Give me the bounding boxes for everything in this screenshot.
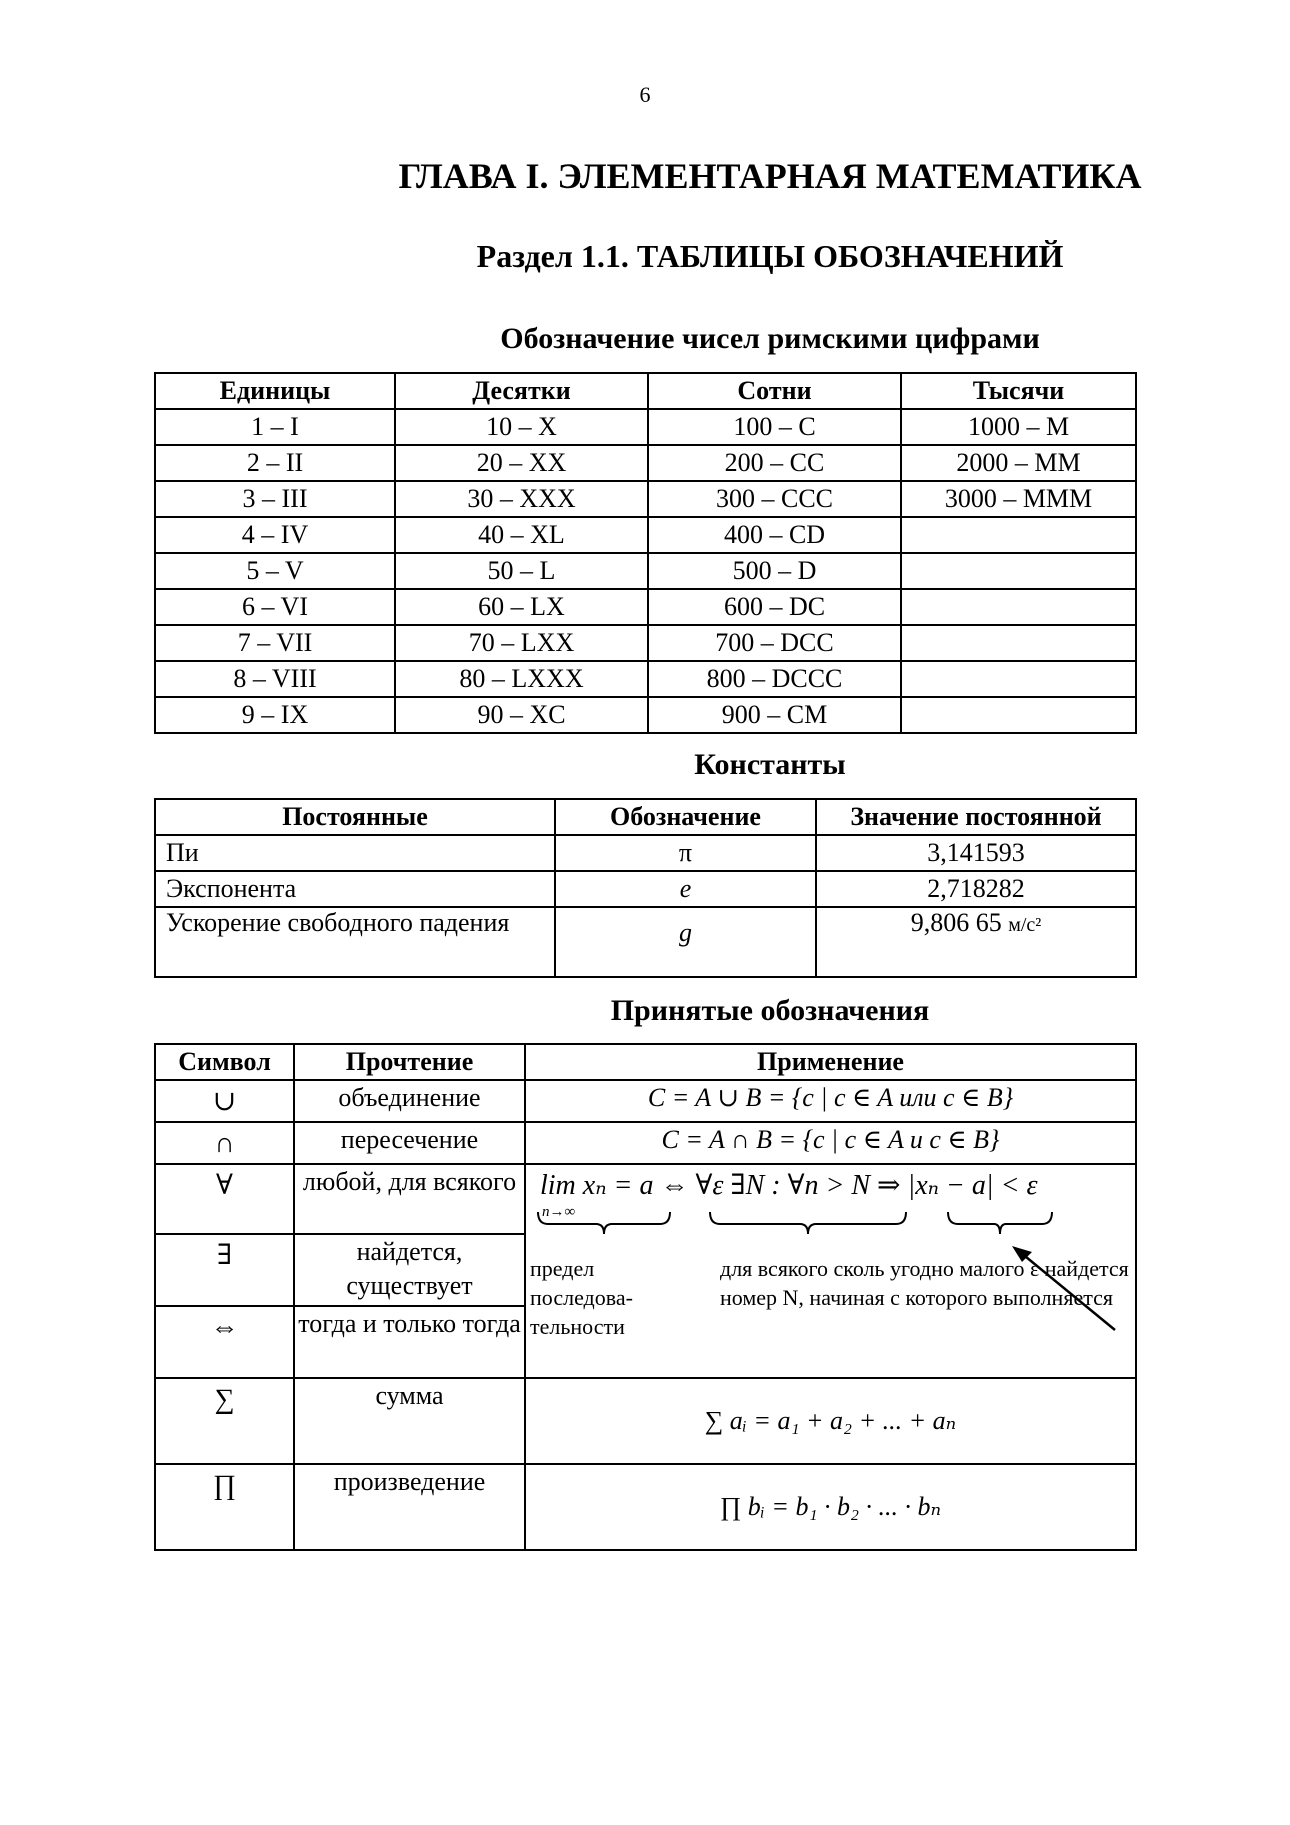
roman-cell: 200 – CC	[648, 445, 901, 481]
roman-cell: 1 – I	[155, 409, 395, 445]
notation-symbol: ⇔	[155, 1306, 294, 1378]
roman-row	[155, 625, 1136, 661]
roman-cell: 90 – XC	[395, 697, 648, 733]
roman-cell: 100 – C	[648, 409, 901, 445]
constant-symbol: g	[555, 907, 816, 977]
note-left: предел последова-тельности	[530, 1256, 633, 1339]
roman-cell: 40 – XL	[395, 517, 648, 553]
roman-cell: 20 – XX	[395, 445, 648, 481]
constant-value: 9,806 65	[910, 908, 1002, 937]
roman-row	[155, 697, 1136, 733]
constants-table	[154, 798, 1137, 978]
constants-header: Значение постоянной	[816, 799, 1136, 835]
roman-cell: 5 – V	[155, 553, 395, 589]
roman-cell: 50 – L	[395, 553, 648, 589]
roman-cell: 3000 – MMM	[901, 481, 1136, 517]
notation-symbol: ∏	[155, 1464, 294, 1550]
roman-header: Сотни	[648, 373, 901, 409]
notation-symbol: ∃	[155, 1234, 294, 1306]
constant-value: 2,718282	[816, 871, 1136, 907]
notation-reading: любой, для всякого	[294, 1164, 525, 1234]
roman-cell: 70 – LXX	[395, 625, 648, 661]
note-right: для всякого сколь угодно малого ε найдется номер N, начиная с которого выполняется	[720, 1256, 1129, 1310]
roman-cell: 30 – XXX	[395, 481, 648, 517]
notation-symbol: ∀	[155, 1164, 294, 1234]
notation-symbol: ∩	[155, 1122, 294, 1164]
roman-cell: 3 – III	[155, 481, 395, 517]
notation-header: Прочтение	[294, 1044, 525, 1080]
limit-definition-overlay	[520, 1160, 1137, 1380]
notation-reading: пересечение	[294, 1122, 525, 1164]
sum-formula: ∑ aᵢ = a₁ + a₂ + ... + aₙ	[704, 1406, 957, 1435]
constant-value: 3,141593	[816, 835, 1136, 871]
roman-cell	[901, 625, 1136, 661]
constant-symbol: e	[555, 871, 816, 907]
roman-row	[155, 445, 1136, 481]
page-number: 6	[639, 82, 651, 107]
section-title: Раздел 1.1. ТАБЛИЦЫ ОБОЗНАЧЕНИЙ	[476, 238, 1064, 274]
roman-cell: 9 – IX	[155, 697, 395, 733]
notation-reading: объединение	[294, 1080, 525, 1122]
roman-cell	[901, 661, 1136, 697]
constants-header: Обозначение	[555, 799, 816, 835]
roman-cell: 700 – DCC	[648, 625, 901, 661]
roman-cell: 500 – D	[648, 553, 901, 589]
roman-cell	[901, 589, 1136, 625]
roman-cell: 900 – CM	[648, 697, 901, 733]
roman-cell: 10 – X	[395, 409, 648, 445]
roman-cell: 300 – CCC	[648, 481, 901, 517]
sum-usage-cell	[525, 1378, 1136, 1464]
notation-reading: тогда и только тогда	[294, 1306, 525, 1378]
notation-symbol: ∪	[155, 1080, 294, 1122]
product-formula: ∏ bᵢ = b₁ · b₂ · ... · bₙ	[719, 1492, 942, 1521]
limit-formula: lim xₙ = a ⇔ ∀ε ∃N : ∀n > N ⇒ |xₙ − a| < ε	[540, 1170, 1038, 1201]
roman-cell: 60 – LX	[395, 589, 648, 625]
constant-unit: м/с²	[1008, 914, 1042, 936]
notation-usage: C = A ∩ B = {c | c ∈ A и c ∈ B}	[525, 1122, 1136, 1164]
limit-subscript: n→∞	[542, 1204, 576, 1220]
constants-heading: Константы	[694, 748, 846, 781]
roman-cell	[901, 697, 1136, 733]
roman-numerals-table	[154, 372, 1137, 734]
roman-row	[155, 589, 1136, 625]
roman-row	[155, 661, 1136, 697]
left-brace	[538, 1212, 670, 1234]
chapter-title: ГЛАВА I. ЭЛЕМЕНТАРНАЯ МАТЕМАТИКА	[398, 156, 1142, 196]
roman-cell: 6 – VI	[155, 589, 395, 625]
roman-cell	[901, 517, 1136, 553]
notation-reading: найдется, существует	[294, 1234, 525, 1306]
roman-cell: 800 – DCCC	[648, 661, 901, 697]
constant-symbol: π	[555, 835, 816, 871]
notation-header: Применение	[525, 1044, 1136, 1080]
roman-heading: Обозначение чисел римскими цифрами	[500, 322, 1040, 355]
notation-heading: Принятые обозначения	[610, 994, 930, 1027]
constant-name: Пи	[155, 835, 555, 871]
roman-row	[155, 553, 1136, 589]
roman-cell: 600 – DC	[648, 589, 901, 625]
roman-row	[155, 409, 1136, 445]
constant-name: Ускорение свободного падения	[155, 907, 555, 977]
roman-header: Десятки	[395, 373, 648, 409]
roman-cell: 2000 – MM	[901, 445, 1136, 481]
constant-value-cell	[816, 907, 1136, 977]
roman-cell: 8 – VIII	[155, 661, 395, 697]
roman-cell: 2 – II	[155, 445, 395, 481]
roman-cell: 1000 – M	[901, 409, 1136, 445]
roman-header: Тысячи	[901, 373, 1136, 409]
roman-cell: 400 – CD	[648, 517, 901, 553]
roman-cell: 4 – IV	[155, 517, 395, 553]
constants-header: Постоянные	[155, 799, 555, 835]
roman-cell: 7 – VII	[155, 625, 395, 661]
roman-row	[155, 517, 1136, 553]
roman-header: Единицы	[155, 373, 395, 409]
right-brace	[948, 1212, 1052, 1234]
notation-symbol: ∑	[155, 1378, 294, 1464]
constant-name: Экспонента	[155, 871, 555, 907]
notation-reading: сумма	[294, 1378, 525, 1464]
roman-cell: 80 – LXXX	[395, 661, 648, 697]
notation-usage: C = A ∪ B = {c | c ∈ A или c ∈ B}	[525, 1080, 1136, 1122]
product-usage-cell	[525, 1464, 1136, 1550]
notation-header: Символ	[155, 1044, 294, 1080]
middle-brace	[710, 1212, 906, 1234]
notation-reading: произведение	[294, 1464, 525, 1550]
roman-row	[155, 481, 1136, 517]
roman-cell	[901, 553, 1136, 589]
